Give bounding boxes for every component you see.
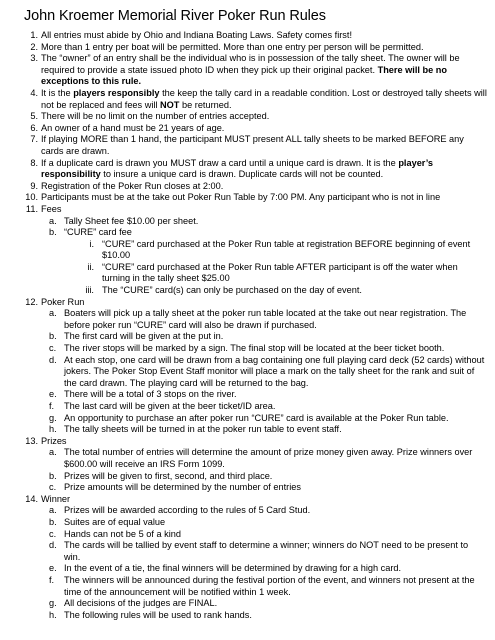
sub-item bbox=[29, 517, 487, 529]
item-number: 14. bbox=[25, 493, 38, 504]
sub-item bbox=[29, 401, 487, 413]
sub-letter: d. bbox=[49, 540, 57, 551]
sub-item bbox=[29, 331, 487, 343]
roman-numeral: iii. bbox=[85, 285, 94, 296]
sub-text: Boaters will pick up a tally sheet at the poker run table located at the take out near registration. The before poker run “CURE” card will also be drawn if purchased. bbox=[64, 308, 467, 330]
sub-letter: b. bbox=[49, 470, 57, 481]
sub-item bbox=[29, 563, 487, 575]
item-text: The “owner” of an entry shall be the individual who is in possession of the tally sheet. The owner will be required to provide a state issued photo ID when they pick up their original packet. bbox=[41, 53, 460, 75]
sub-text: The first card will be given at the put in. bbox=[64, 331, 224, 342]
sub-item bbox=[29, 227, 487, 239]
item-emphasis: There will be no exceptions to this rule. bbox=[41, 64, 448, 87]
list-item bbox=[29, 88, 487, 111]
item-number: 11. bbox=[25, 203, 38, 214]
sub-letter: h. bbox=[49, 424, 57, 435]
roman-numeral: i. bbox=[89, 238, 94, 249]
sub-item bbox=[29, 424, 487, 436]
item-text: More than 1 entry per boat will be permitted. More than one entry per person will be permitted. bbox=[41, 41, 424, 52]
section-heading: Fees bbox=[41, 203, 62, 214]
sub-item bbox=[29, 529, 487, 541]
sub-text: Hands can not be 5 of a kind bbox=[64, 528, 181, 539]
sub-text: The last card will be given at the beer ticket/ID area. bbox=[64, 401, 276, 411]
list-item bbox=[29, 42, 487, 54]
item-text: It is the bbox=[41, 87, 71, 98]
sub-item bbox=[29, 308, 487, 331]
sub-item bbox=[29, 575, 487, 598]
item-number: 9. bbox=[30, 180, 38, 191]
sub-text: Prize amounts will be determined by the number of entries bbox=[64, 482, 301, 493]
sub-letter: e. bbox=[49, 389, 57, 400]
subsub-text: “CURE” card purchased at the Poker Run table AFTER participant is off the water when turning in the tally sheet $25.00 bbox=[102, 261, 458, 284]
sub-text: Prizes will be given to first, second, and third place. bbox=[64, 470, 273, 481]
item-emphasis: player’s responsibility bbox=[41, 157, 434, 180]
item-text: Registration of the Poker Run closes at 2:00. bbox=[41, 180, 224, 191]
sub-text: The river stops will be marked by a sign. The final stop will be located at the beer ticket booth. bbox=[64, 343, 445, 354]
sub-text: “CURE” card fee bbox=[64, 227, 132, 238]
subsub-text: “CURE” card purchased at the Poker Run table at registration BEFORE beginning of event $10.00 bbox=[102, 238, 471, 261]
sub-text: Tally Sheet fee $10.00 per sheet. bbox=[64, 215, 199, 226]
section-poker-run bbox=[25, 296, 487, 309]
sub-item bbox=[29, 447, 487, 470]
sub-letter: h. bbox=[49, 609, 57, 620]
section-fees bbox=[25, 203, 487, 216]
section-heading: Prizes bbox=[41, 435, 67, 446]
subsub-text: The “CURE” card(s) can only be purchased on the day of event. bbox=[102, 285, 362, 296]
sub-text: The following rules will be used to rank hands. bbox=[64, 609, 252, 620]
list-item bbox=[29, 111, 487, 123]
item-number: 4. bbox=[30, 87, 38, 98]
sub-letter: g. bbox=[49, 598, 57, 609]
sub-letter: a. bbox=[49, 308, 57, 319]
item-number: 13. bbox=[25, 435, 38, 446]
sub-item bbox=[29, 598, 487, 610]
item-number: 10. bbox=[25, 192, 38, 203]
page-title: John Kroemer Memorial River Poker Run Rules bbox=[24, 8, 326, 24]
sub-item bbox=[29, 343, 487, 355]
sub-letter: a. bbox=[49, 505, 57, 516]
section-prizes bbox=[25, 435, 487, 448]
sub-letter: b. bbox=[49, 227, 57, 238]
subsub-item bbox=[29, 285, 487, 297]
roman-numeral: ii. bbox=[87, 261, 94, 272]
item-text: An owner of a hand must be 21 years of age. bbox=[41, 122, 225, 133]
item-text: If playing MORE than 1 hand, the participant MUST present ALL tally sheets to be marked BEFORE any cards are drawn. bbox=[41, 134, 464, 156]
item-text: All entries must abide by Ohio and Indiana Boating Laws. Safety comes first! bbox=[41, 30, 353, 40]
item-emphasis: NOT bbox=[160, 99, 180, 110]
list-item bbox=[29, 181, 487, 193]
sub-text: Suites are of equal value bbox=[64, 516, 166, 527]
item-number: 7. bbox=[30, 134, 38, 145]
sub-text: There will be a total of 3 stops on the river. bbox=[64, 389, 237, 400]
item-number: 8. bbox=[30, 157, 38, 168]
sub-item bbox=[29, 482, 487, 494]
subsub-item bbox=[29, 262, 487, 285]
item-number: 6. bbox=[30, 122, 38, 133]
item-number: 1. bbox=[30, 30, 38, 40]
item-text: Participants must be at the take out Poker Run Table by 7:00 PM. Any participant who is not in line bbox=[41, 192, 441, 203]
list-item bbox=[29, 158, 487, 181]
item-text: to insure a unique card is drawn. Duplicate cards will not be counted. bbox=[103, 169, 384, 180]
item-number: 5. bbox=[30, 111, 38, 122]
list-item bbox=[29, 53, 487, 88]
sub-item bbox=[29, 216, 487, 228]
list-item bbox=[29, 30, 487, 42]
sub-text: The cards will be tallied by event staff to determine a winner; winners do NOT need to be present to win. bbox=[64, 540, 469, 562]
sub-letter: c. bbox=[49, 482, 57, 493]
section-winner bbox=[25, 493, 487, 506]
rules-list bbox=[25, 30, 487, 621]
sub-text: All decisions of the judges are FINAL. bbox=[64, 598, 218, 609]
sub-letter: d. bbox=[49, 354, 57, 365]
item-text: There will be no limit on the number of entries accepted. bbox=[41, 111, 270, 122]
item-text: be returned. bbox=[181, 99, 232, 110]
sub-letter: g. bbox=[49, 412, 57, 423]
sub-text: At each stop, one card will be drawn from a bag containing one full playing card deck (52 cards) without jokers. The Poker Stop Event Staff monitor will place a mark on the tally sheet for the rank and suit of the card drawn. The playing card will be returned to the bag. bbox=[64, 354, 485, 388]
sub-text: Prizes will be awarded according to the rules of 5 Card Stud. bbox=[64, 505, 311, 516]
sub-item bbox=[29, 413, 487, 425]
sub-text: An opportunity to purchase an after poker run “CURE” card is available at the Poker Run table. bbox=[64, 412, 449, 423]
sub-letter: f. bbox=[49, 574, 55, 585]
sub-text: The winners will be announced during the festival portion of the event, and winners not present at the time of the announcement will be notified within 1 week. bbox=[64, 574, 475, 597]
sub-item bbox=[29, 471, 487, 483]
sub-text: The tally sheets will be turned in at the poker run table to event staff. bbox=[64, 424, 342, 435]
sub-letter: c. bbox=[49, 343, 57, 354]
item-emphasis: players responsibly bbox=[73, 87, 160, 98]
sub-item bbox=[29, 355, 487, 390]
item-number: 3. bbox=[30, 53, 38, 64]
sub-letter: c. bbox=[49, 528, 57, 539]
sub-letter: b. bbox=[49, 331, 57, 342]
item-text: the keep the tally card in a readable condition. Lost or destroyed tally sheets will not be replaced and fees will bbox=[41, 87, 487, 110]
sub-text: The total number of entries will determine the amount of prize money given away. Prize winners over $600.00 will receive an IRS Form 1099. bbox=[64, 447, 473, 469]
item-number: 12. bbox=[25, 296, 38, 307]
sub-item bbox=[29, 505, 487, 517]
list-item bbox=[25, 192, 487, 204]
sub-item bbox=[29, 610, 487, 622]
sub-letter: b. bbox=[49, 516, 57, 527]
list-item bbox=[29, 123, 487, 135]
sub-letter: e. bbox=[49, 563, 57, 574]
item-text: If a duplicate card is drawn you MUST draw a card until a unique card is drawn. It is the bbox=[41, 157, 396, 168]
section-heading: Winner bbox=[41, 493, 71, 504]
subsub-item bbox=[29, 239, 487, 262]
list-item bbox=[29, 134, 487, 157]
sub-text: In the event of a tie, the final winners will be determined by drawing for a high card. bbox=[64, 563, 402, 574]
section-heading: Poker Run bbox=[41, 296, 85, 307]
sub-letter: a. bbox=[49, 215, 57, 226]
sub-item bbox=[29, 389, 487, 401]
sub-letter: a. bbox=[49, 447, 57, 458]
sub-item bbox=[29, 540, 487, 563]
sub-letter: f. bbox=[49, 401, 55, 411]
item-number: 2. bbox=[30, 41, 38, 52]
